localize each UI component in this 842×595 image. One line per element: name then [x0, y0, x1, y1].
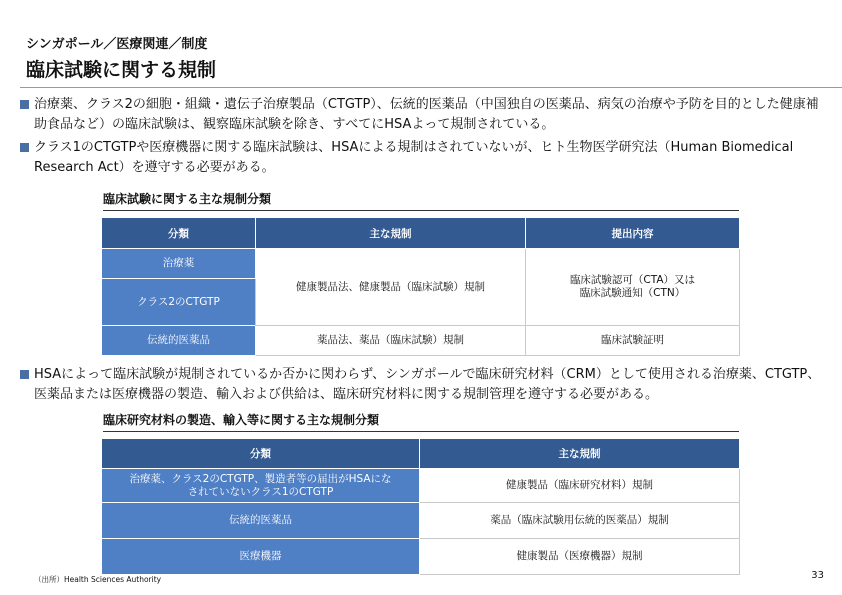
page-title: 臨床試験に関する規制: [26, 59, 217, 81]
category-line: されていないクラス1のCTGTP: [187, 485, 334, 498]
table-row: [102, 503, 740, 539]
table-header-row: [102, 218, 740, 249]
bullet-square-icon: [20, 100, 29, 109]
submission-cell: 臨床試験証明: [526, 326, 740, 356]
bullet-text: クラス1のCTGTPや医療機器に関する臨床試験は、HSAによる規制はされていないが、ヒト生物医学研究法（Human Biomedical Research Act）を遵守する必要がある。: [34, 140, 794, 175]
table2-heading: 臨床研究材料の製造、輸入等に関する主な規制分類: [103, 413, 380, 427]
category-line: 治療薬、クラス2のCTGTP、製造者等の届出がHSAにな: [129, 472, 392, 485]
table-header-row: [102, 439, 740, 469]
category-cell: クラス2のCTGTP: [102, 279, 256, 326]
table-row: [102, 326, 740, 356]
breadcrumb: シンガポール／医療関連／制度: [26, 37, 208, 52]
regulation-cell: 健康製品（医療機器）規制: [420, 539, 740, 575]
bullet-square-icon: [20, 143, 29, 152]
bullet-text: 治療薬、クラス2の細胞・組織・遺伝子治療製品（CTGTP）、伝統的医薬品（中国独自の医薬品、病気の治療や予防を目的とした健康補助食品など）の臨床試験は、観察臨床試験を除き、すべてにHSAよって規制されている。: [34, 97, 819, 132]
header-regulation: 主な規制: [256, 218, 526, 249]
bullet-text: HSAによって臨床試験が規制されているか否かに関わらず、シンガポールで臨床研究材料（CRM）として使用される治療薬、CTGTP、医薬品または医療機器の製造、輸入および供給は、臨床研究材料に関する規制管理を遵守する必要がある。: [34, 367, 821, 402]
category-cell: 伝統的医薬品: [102, 326, 256, 356]
submission-cell: [526, 249, 740, 326]
regulation-cell: 健康製品法、健康製品（臨床試験）規制: [256, 249, 526, 326]
regulation-table: [101, 217, 740, 356]
category-cell: [102, 469, 420, 503]
regulation-cell: 薬品（臨床試験用伝統的医薬品）規制: [420, 503, 740, 539]
regulation-cell: 薬品法、薬品（臨床試験）規制: [256, 326, 526, 356]
category-cell: 伝統的医薬品: [102, 503, 420, 539]
table-row: [102, 469, 740, 503]
source-note: （出所）Health Sciences Authority: [34, 575, 162, 584]
submission-line: 臨床試験通知（CTN）: [579, 287, 686, 299]
header-category: 分類: [102, 439, 420, 469]
submission-line: 臨床試験認可（CTA）又は: [569, 274, 696, 286]
header-category: 分類: [102, 218, 256, 249]
category-cell: 治療薬: [102, 249, 256, 279]
crm-regulation-table: [101, 438, 740, 575]
table-row: [102, 539, 740, 575]
header-regulation: 主な規制: [420, 439, 740, 469]
table-row: [102, 249, 740, 279]
table2-heading-rule: [103, 431, 739, 432]
table1-heading-rule: [103, 210, 739, 211]
header-submission: 提出内容: [526, 218, 740, 249]
page-number: 33: [811, 570, 824, 581]
table1-heading: 臨床試験に関する主な規制分類: [103, 192, 272, 206]
regulation-cell: 健康製品（臨床研究材料）規制: [420, 469, 740, 503]
bullet-square-icon: [20, 370, 29, 379]
category-cell: 医療機器: [102, 539, 420, 575]
title-divider: [20, 87, 842, 88]
